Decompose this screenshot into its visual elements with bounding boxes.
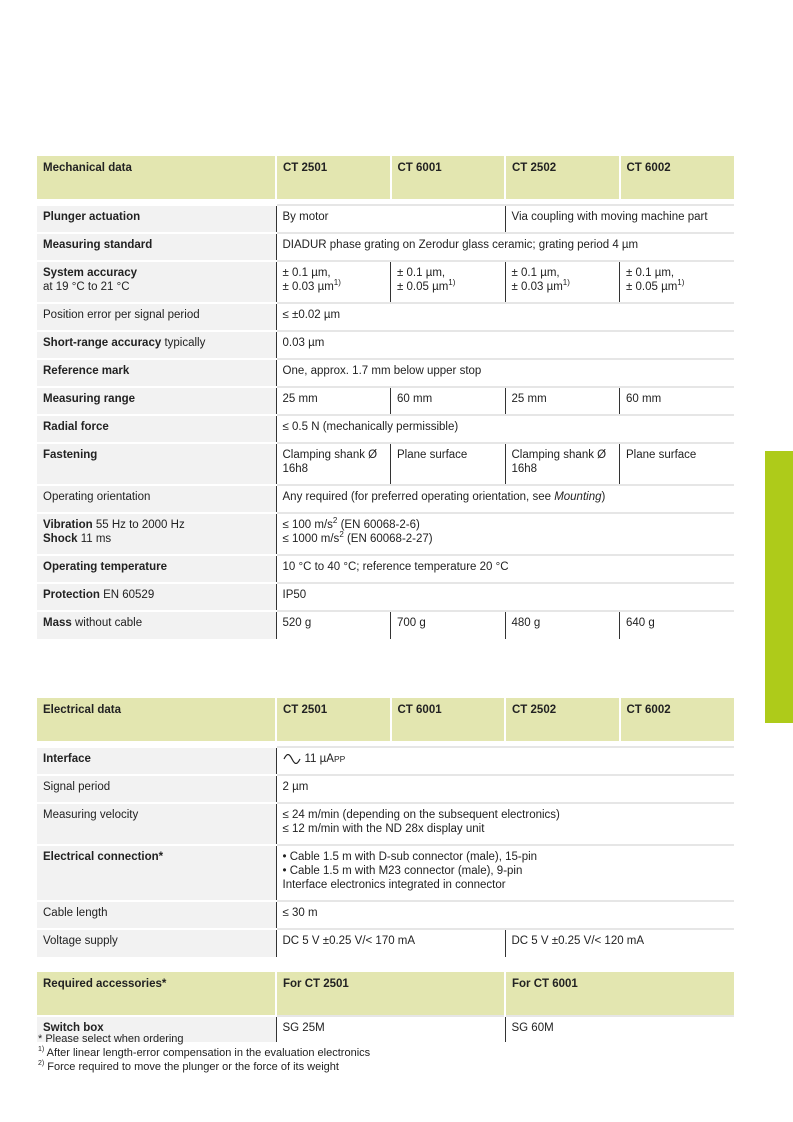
row-label: Signal period	[37, 775, 276, 803]
row-label	[37, 261, 276, 303]
mechanical-data-table	[37, 156, 734, 639]
header-for-ct2501: For CT 2501	[276, 972, 505, 1016]
system-accuracy-label: System accuracy	[43, 267, 137, 279]
footnote-mark: 1)	[333, 278, 341, 287]
row-value: Plane surface	[620, 443, 735, 485]
vibration-std: (EN 60068-2-6)	[337, 519, 420, 531]
row-label: Electrical connection*	[37, 845, 276, 901]
row-value: Via coupling with moving machine part	[505, 205, 734, 233]
row-value: 60 mm	[620, 387, 735, 415]
row-label	[37, 513, 276, 555]
connection-line-3: Interface electronics integrated in connector	[282, 879, 506, 891]
accuracy-a: ± 0.1 µm,	[397, 267, 446, 279]
row-value: 25 mm	[505, 387, 620, 415]
row-value: DC 5 V ±0.25 V/< 120 mA	[505, 929, 734, 957]
row-label: Voltage supply	[37, 929, 276, 957]
mass-label-rest: without cable	[71, 617, 143, 629]
interface-value: 11 µA	[304, 753, 334, 765]
table-row	[37, 513, 734, 555]
row-label: Measuring range	[37, 387, 276, 415]
row-label: Plunger actuation	[37, 205, 276, 233]
table-row	[37, 583, 734, 611]
accessories-header-label: Required accessories*	[37, 972, 276, 1016]
table-row	[37, 747, 734, 775]
table-row	[37, 485, 734, 513]
row-value	[276, 845, 734, 901]
header-ct6002: CT 6002	[620, 698, 735, 741]
table-row	[37, 233, 734, 261]
row-value: 25 mm	[276, 387, 391, 415]
header-ct2502: CT 2502	[505, 156, 620, 199]
row-label: Operating orientation	[37, 485, 276, 513]
row-value	[276, 803, 734, 845]
shock-label-rest: 11 ms	[77, 533, 112, 545]
table-row	[37, 803, 734, 845]
row-value: Clamping shank Ø 16h8	[505, 443, 620, 485]
row-value: 10 °C to 40 °C; reference temperature 20 °C	[276, 555, 734, 583]
connection-line-2: • Cable 1.5 m with M23 connector (male), 9-pin	[282, 865, 523, 877]
table-row	[37, 929, 734, 957]
row-value: 520 g	[276, 611, 391, 639]
row-value: 700 g	[391, 611, 506, 639]
row-value: ≤ 30 m	[276, 901, 734, 929]
row-value: DIADUR phase grating on Zerodur glass ceramic; grating period 4 µm	[276, 233, 734, 261]
header-ct2501: CT 2501	[276, 698, 391, 741]
accessories-header-row	[37, 972, 734, 1016]
row-label	[37, 331, 276, 359]
table-row	[37, 261, 734, 303]
shock-label: Shock	[43, 533, 78, 545]
row-value: ≤ ±0.02 µm	[276, 303, 734, 331]
row-label	[37, 611, 276, 639]
table-row	[37, 555, 734, 583]
electrical-header-label: Electrical data	[37, 698, 276, 741]
header-ct2502: CT 2502	[505, 698, 620, 741]
header-ct6001: CT 6001	[391, 156, 506, 199]
protection-label: Protection	[43, 589, 100, 601]
row-value	[620, 261, 735, 303]
row-value: Plane surface	[391, 443, 506, 485]
row-label: Reference mark	[37, 359, 276, 387]
footnote-mark: 1)	[677, 278, 685, 287]
mechanical-header-row	[37, 156, 734, 199]
table-row	[37, 303, 734, 331]
table-row	[37, 901, 734, 929]
velocity-line-1: ≤ 24 m/min (depending on the subsequent electronics)	[282, 809, 560, 821]
table-row	[37, 415, 734, 443]
row-value: 480 g	[505, 611, 620, 639]
row-value: 0.03 µm	[276, 331, 734, 359]
row-label: Measuring velocity	[37, 803, 276, 845]
accuracy-b: ± 0.03 µm	[511, 281, 563, 293]
vibration-value: ≤ 100 m/s	[282, 519, 333, 531]
row-value: 2 µm	[276, 775, 734, 803]
accuracy-a: ± 0.1 µm,	[626, 267, 675, 279]
footnote-1-text: After linear length-error compensation in the evaluation electronics	[44, 1047, 371, 1059]
footnote-2-text: Force required to move the plunger or the force of its weight	[44, 1061, 339, 1073]
header-ct6002: CT 6002	[620, 156, 735, 199]
footnote-2-mark: 2)	[38, 1060, 45, 1067]
row-value: SG 25M	[276, 1016, 505, 1042]
footnote-mark: 1)	[562, 278, 570, 287]
accuracy-a: ± 0.1 µm,	[511, 267, 560, 279]
row-label: Fastening	[37, 443, 276, 485]
header-ct6001: CT 6001	[391, 698, 506, 741]
accuracy-a: ± 0.1 µm,	[282, 267, 331, 279]
row-value	[276, 485, 734, 513]
footnote-2	[38, 1060, 339, 1074]
sine-wave-icon	[283, 754, 301, 764]
velocity-line-2: ≤ 12 m/min with the ND 28x display unit	[282, 823, 485, 835]
row-label	[37, 583, 276, 611]
short-range-label: Short-range accuracy	[43, 337, 162, 349]
table-row	[37, 359, 734, 387]
table-row	[37, 205, 734, 233]
mechanical-header-label: Mechanical data	[37, 156, 276, 199]
row-value	[505, 261, 620, 303]
table-row	[37, 331, 734, 359]
row-label: Cable length	[37, 901, 276, 929]
accuracy-b: ± 0.05 µm	[626, 281, 678, 293]
electrical-data-table	[37, 698, 734, 957]
vibration-label: Vibration	[43, 519, 93, 531]
row-label: Position error per signal period	[37, 303, 276, 331]
row-value: IP50	[276, 583, 734, 611]
connection-line-1: • Cable 1.5 m with D-sub connector (male), 15-pin	[282, 851, 538, 863]
row-value	[391, 261, 506, 303]
orientation-end: )	[601, 491, 606, 503]
short-range-label-rest: typically	[161, 337, 206, 349]
electrical-header-row	[37, 698, 734, 741]
vibration-label-rest: 55 Hz to 2000 Hz	[92, 519, 185, 531]
shock-value: ≤ 1000 m/s	[282, 533, 340, 545]
table-row	[37, 443, 734, 485]
accuracy-b: ± 0.03 µm	[282, 281, 334, 293]
row-label: Radial force	[37, 415, 276, 443]
mass-label: Mass	[43, 617, 72, 629]
header-for-ct6001: For CT 6001	[505, 972, 734, 1016]
table-row	[37, 845, 734, 901]
row-value: SG 60M	[505, 1016, 734, 1042]
table-row	[37, 387, 734, 415]
row-label: Interface	[37, 747, 276, 775]
row-value: ≤ 0.5 N (mechanically permissible)	[276, 415, 734, 443]
footnote-mark: 2	[332, 516, 338, 525]
row-value: DC 5 V ±0.25 V/< 170 mA	[276, 929, 505, 957]
table-row	[37, 611, 734, 639]
row-value: 640 g	[620, 611, 735, 639]
row-label: Measuring standard	[37, 233, 276, 261]
orientation-ref: Mounting	[554, 491, 602, 503]
shock-std: (EN 60068-2-27)	[343, 533, 433, 545]
footnote-1-mark: 1)	[38, 1046, 45, 1053]
row-value	[276, 747, 734, 775]
footnote-ordering: * Please select when ordering	[38, 1033, 184, 1045]
row-value: 60 mm	[391, 387, 506, 415]
row-label: Switch box	[37, 1016, 276, 1042]
row-value: Clamping shank Ø 16h8	[276, 443, 391, 485]
protection-label-rest: EN 60529	[99, 589, 155, 601]
header-ct2501: CT 2501	[276, 156, 391, 199]
interface-unit-sub: PP	[333, 754, 346, 764]
section-tab-marker	[765, 451, 793, 723]
row-value: One, approx. 1.7 mm below upper stop	[276, 359, 734, 387]
row-value: By motor	[276, 205, 505, 233]
footnote-mark: 1)	[448, 278, 456, 287]
footnote-mark: 2	[339, 530, 344, 539]
row-label: Operating temperature	[37, 555, 276, 583]
orientation-text: Any required (for preferred operating orientation, see	[282, 491, 555, 503]
system-accuracy-sub: at 19 °C to 21 °C	[43, 281, 130, 293]
row-value	[276, 261, 391, 303]
table-row	[37, 775, 734, 803]
accuracy-b: ± 0.05 µm	[397, 281, 449, 293]
footnote-1	[38, 1046, 370, 1060]
row-value	[276, 513, 734, 555]
